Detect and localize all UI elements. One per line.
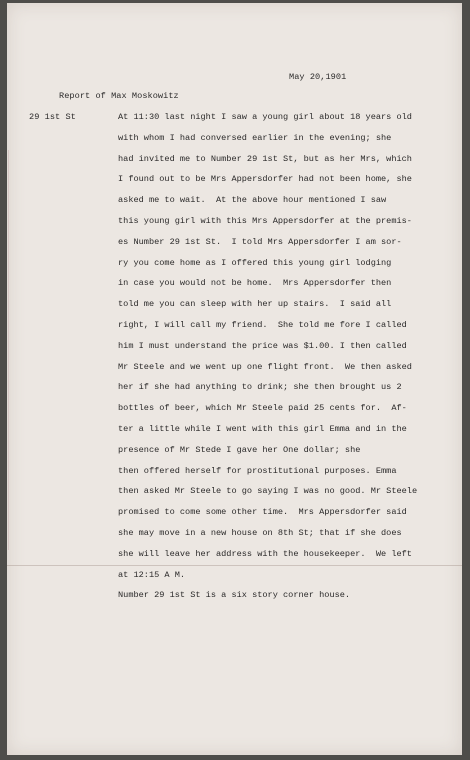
report-body-line: Mr Steele and we went up one flight front. We then asked [118,361,412,372]
report-body-line: then asked Mr Steele to go saying I was no good. Mr Steele [118,486,418,497]
report-body-line: right, I will call my friend. She told me fore I called [118,319,407,330]
report-body-line: ry you come home as I offered this young girl lodging [118,257,392,268]
report-body-line: told me you can sleep with her up stairs. I said all [118,299,392,310]
report-body-line: with whom I had conversed earlier in the evening; she [118,132,392,143]
report-body-line: him I must understand the price was $1.00. I then called [118,340,407,351]
report-body-line: Number 29 1st St is a six story corner house. [118,590,351,601]
report-body-line: bottles of beer, which Mr Steele paid 25 cents for. Af- [118,403,407,414]
report-body-line: she may move in a new house on 8th St; that if she does [118,527,402,538]
report-body-line: presence of Mr Stede I gave her One dollar; she [118,444,361,455]
report-body-line: at 12:15 A M. [118,569,186,580]
report-body-line: then offered herself for prostitutional purposes. Emma [118,465,397,476]
report-body [118,112,417,611]
report-body-line: asked me to wait. At the above hour mentioned I saw [118,195,387,206]
report-body-line: At 11:30 last night I saw a young girl about 18 years old [118,112,412,122]
report-body-line: ter a little while I went with this girl Emma and in the [118,423,407,434]
report-body-line: es Number 29 1st St. I told Mrs Appersdorfer I am sor- [118,236,402,247]
report-date: May 20,1901 [289,72,347,82]
report-body-line: in case you would not be home. Mrs Appersdorfer then [118,278,392,289]
report-body-line: promised to come some other time. Mrs Appersdorfer said [118,507,407,518]
report-address: 29 1st St [29,112,76,122]
report-header: Report of Max Moskowitz [59,91,179,101]
report-body-line: her if she had anything to drink; she then brought us 2 [118,382,402,393]
margin-mark [8,150,9,550]
report-body-line: this young girl with this Mrs Appersdorfer at the premis- [118,215,412,226]
report-body-line: I found out to be Mrs Appersdorfer had not been home, she [118,174,412,185]
report-body-line: had invited me to Number 29 1st St, but as her Mrs, which [118,153,412,164]
report-body-line: she will leave her address with the housekeeper. We left [118,548,412,559]
